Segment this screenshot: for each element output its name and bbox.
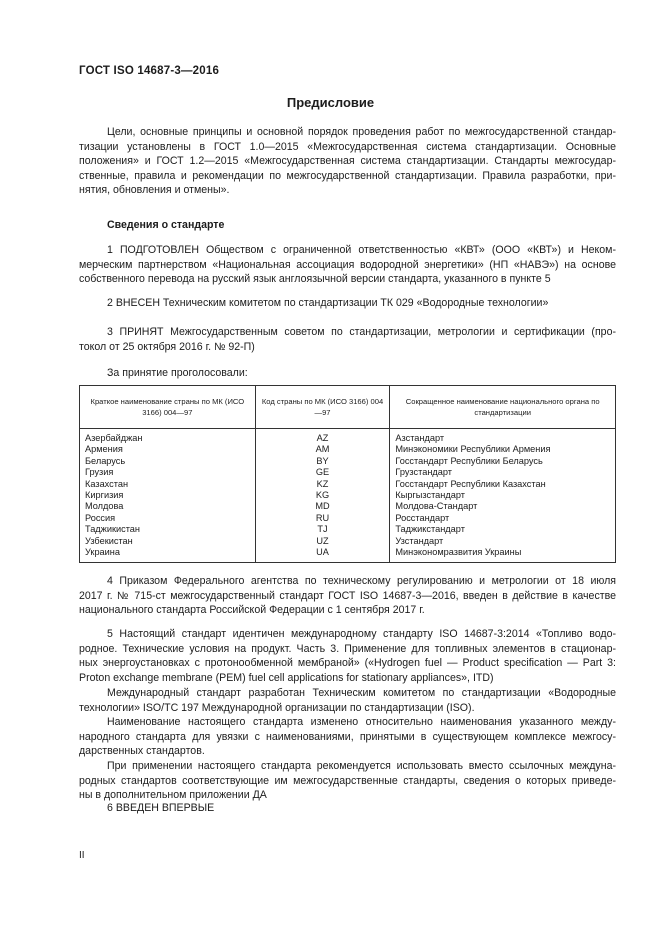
- code-cell: BY: [255, 456, 390, 467]
- table-row: [80, 479, 616, 490]
- text-line: 5 Настоящий стандарт идентичен международному стандарту ISO 14687-3:2014 «Топливо водо-: [107, 628, 616, 640]
- authority-cell: Грузстандарт: [390, 467, 616, 478]
- text-line: Наименование настоящего стандарта изменено относительно наименования указанного между-: [107, 716, 616, 728]
- table-row: [80, 513, 616, 524]
- country-cell: Украина: [80, 547, 256, 563]
- country-cell: Беларусь: [80, 456, 256, 467]
- code-cell: UA: [255, 547, 390, 563]
- country-cell: Узбекистан: [80, 536, 256, 547]
- code-cell: TJ: [255, 524, 390, 535]
- text-line: Цели, основные принципы и основной порядок проведения работ по межгосударственной стандар-: [107, 126, 616, 138]
- code-cell: AM: [255, 444, 390, 455]
- section-subheading: Сведения о стандарте: [107, 219, 225, 231]
- country-cell: Таджикистан: [80, 524, 256, 535]
- text-line: Международный стандарт разработан Техническим комитетом по стандартизации «Водородные: [107, 687, 616, 699]
- text-line: мерческим партнерством «Национальная ассоциация водородной энергетики» (НП «НАВЭ») на основе: [79, 258, 616, 271]
- text-line: ных энергоустановках с протонообменной мембраной» («Hydrogen fuel — Product specification — Part 3:: [79, 657, 616, 670]
- item-5-paragraph-3: [79, 715, 616, 759]
- item-3-paragraph: [79, 325, 616, 354]
- text-line: нятия, обновления и отмены».: [79, 184, 230, 197]
- text-line: 4 Приказом Федерального агентства по техническому регулированию и метрологии от 18 июля: [107, 575, 616, 587]
- voting-countries-table: [79, 385, 616, 563]
- page-title: Предисловие: [286, 95, 375, 110]
- authority-cell: Минэкономразвития Украины: [390, 547, 616, 563]
- table-row: [80, 536, 616, 547]
- country-cell: Армения: [80, 444, 256, 455]
- table-row: [80, 490, 616, 501]
- country-cell: Азербайджан: [80, 429, 256, 445]
- table-row: [80, 524, 616, 535]
- page-number: II: [79, 850, 85, 861]
- text-line: При применении настоящего стандарта рекомендуется использовать вместо ссылочных междуна-: [107, 760, 616, 772]
- authority-cell: Росстандарт: [390, 513, 616, 524]
- item-5-paragraph-4: [79, 759, 616, 803]
- item-5-paragraph-2: [79, 686, 616, 715]
- authority-cell: Госстандарт Республики Казахстан: [390, 479, 616, 490]
- text-line: ственные, правила и рекомендации по межгосударственной стандартизации. Правила разработки, при-: [79, 169, 616, 182]
- column-header-country: Краткое наименование страны по МК (ИСО 3166) 004—97: [80, 386, 256, 429]
- table-row: [80, 444, 616, 455]
- authority-cell: Таджикстандарт: [390, 524, 616, 535]
- text-line: 2017 г. № 715-ст межгосударственный стандарт ГОСТ ISO 14687-3—2016, введен в действие в качестве: [79, 589, 616, 602]
- code-cell: GE: [255, 467, 390, 478]
- item-4-paragraph: [79, 574, 616, 618]
- document-code-header: ГОСТ ISO 14687-3—2016: [79, 65, 220, 77]
- authority-cell: Госстандарт Республики Беларусь: [390, 456, 616, 467]
- text-line: национального стандарта Российской Федерации с 1 сентября 2017 г.: [79, 604, 425, 617]
- text-line: технологии» ISO/TC 197 Международной организации по стандартизации (ISO).: [79, 701, 475, 714]
- table-row: [80, 429, 616, 445]
- text-line: 1 ПОДГОТОВЛЕН Обществом с ограниченной ответственностью «КВТ» (ООО «КВТ») и Неком-: [107, 244, 616, 256]
- text-line: родных стандартов соответствующие им межгосударственные стандарты, сведения о которых приведе-: [79, 774, 616, 787]
- text-line: токол от 25 октября 2016 г. № 92-П): [79, 340, 255, 353]
- table-row: [80, 501, 616, 512]
- text-line: собственного перевода на русский язык англоязычной версии стандарта, указанного в пункте 5: [79, 273, 551, 286]
- country-cell: Киргизия: [80, 490, 256, 501]
- code-cell: UZ: [255, 536, 390, 547]
- country-cell: Молдова: [80, 501, 256, 512]
- table-header-row: [80, 386, 616, 429]
- table-row: [80, 467, 616, 478]
- text-line: народного стандарта для увязки с наименованиями, принятыми в существующем комплексе межгосу-: [79, 730, 616, 743]
- text-line: ны в дополнительном приложении ДА: [79, 789, 267, 802]
- country-cell: Казахстан: [80, 479, 256, 490]
- item-6-paragraph: [79, 801, 616, 816]
- authority-cell: Узстандарт: [390, 536, 616, 547]
- text-line: Proton exchange membrane (PEM) fuel cell applications for stationary appliances», ITD): [79, 671, 494, 684]
- authority-cell: Кыргызстандарт: [390, 490, 616, 501]
- item-2-paragraph: [79, 296, 616, 311]
- text-line: положения» и ГОСТ 1.2—2015 «Межгосударственная система стандартизации. Стандарты межгосудар-: [79, 155, 616, 168]
- intro-paragraph: [79, 125, 616, 198]
- text-line: За принятие проголосовали:: [107, 367, 248, 379]
- vote-intro: [79, 366, 616, 381]
- authority-cell: Минэкономики Республики Армения: [390, 444, 616, 455]
- text-line: 6 ВВЕДЕН ВПЕРВЫЕ: [107, 802, 215, 814]
- text-line: 3 ПРИНЯТ Межгосударственным советом по стандартизации, метрологии и сертификации (про-: [107, 326, 616, 338]
- code-cell: KZ: [255, 479, 390, 490]
- code-cell: MD: [255, 501, 390, 512]
- code-cell: AZ: [255, 429, 390, 445]
- code-cell: RU: [255, 513, 390, 524]
- column-header-authority: Сокращенное наименование национального органа по стандартизации: [390, 386, 616, 429]
- text-line: родное. Технические условия на продукт. Часть 3. Применение для топливных элементов в стационар-: [79, 642, 616, 655]
- table-row: [80, 547, 616, 563]
- authority-cell: Молдова-Стандарт: [390, 501, 616, 512]
- authority-cell: Азстандарт: [390, 429, 616, 445]
- column-header-code: Код страны по МК (ИСО 3166) 004—97: [255, 386, 390, 429]
- country-cell: Грузия: [80, 467, 256, 478]
- text-line: 2 ВНЕСЕН Техническим комитетом по стандартизации ТК 029 «Водородные технологии»: [107, 297, 549, 309]
- item-1-paragraph: [79, 243, 616, 287]
- code-cell: KG: [255, 490, 390, 501]
- item-5-paragraph: [79, 627, 616, 685]
- text-line: тизации установлены в ГОСТ 1.0—2015 «Межгосударственная система стандартизации. Основные: [79, 140, 616, 153]
- table-row: [80, 456, 616, 467]
- country-cell: Россия: [80, 513, 256, 524]
- text-line: дарственных стандартов.: [79, 745, 205, 758]
